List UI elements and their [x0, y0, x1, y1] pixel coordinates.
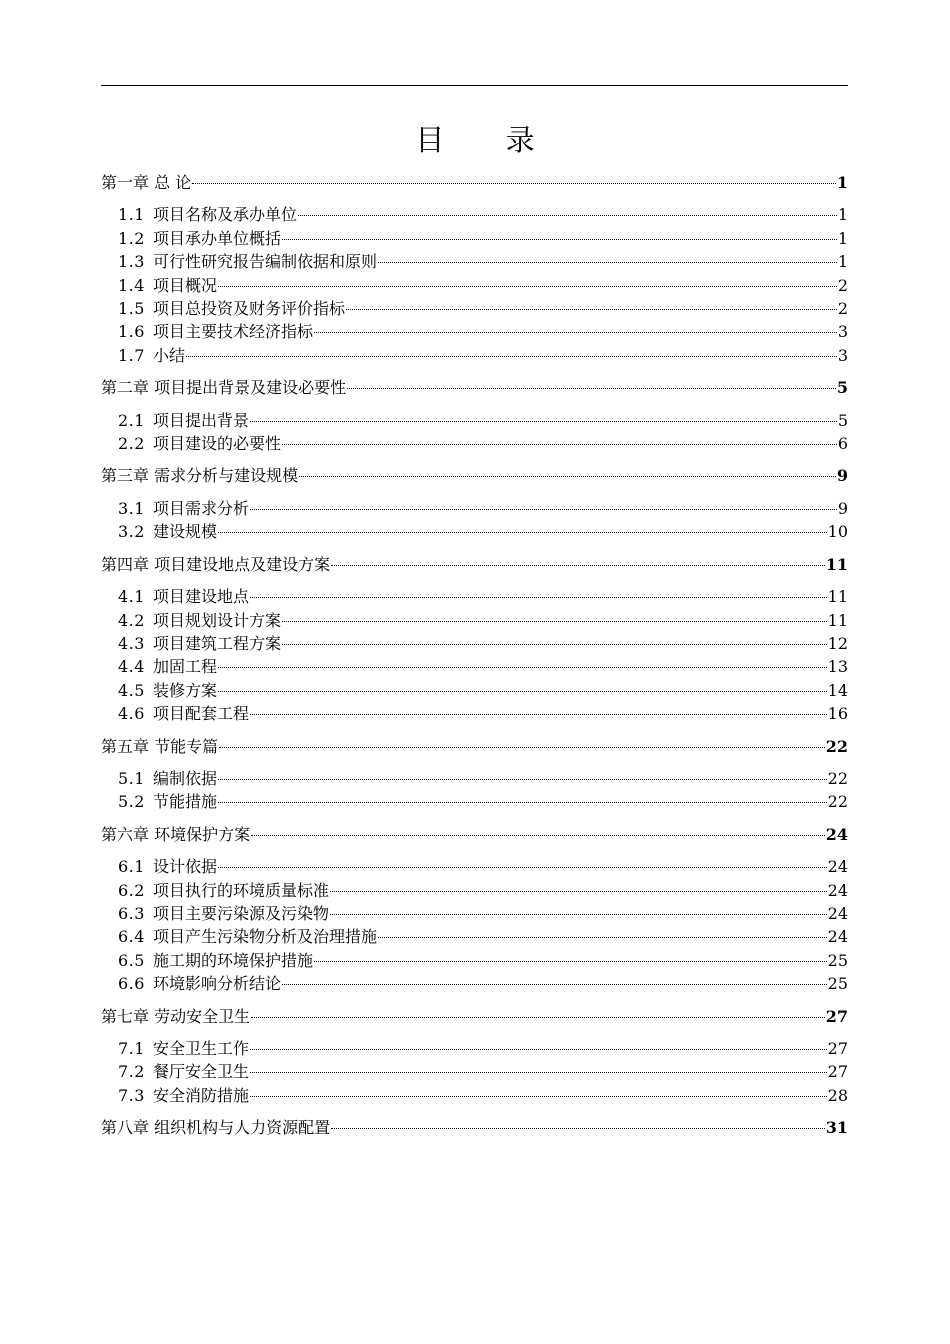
toc-section-number: 4.1	[118, 587, 145, 607]
toc-section-entry[interactable]	[101, 409, 848, 432]
toc-page-number: 3	[837, 322, 848, 342]
toc-page-number: 22	[825, 736, 848, 756]
toc-page-number: 5	[837, 410, 848, 430]
toc-section-entry[interactable]	[101, 432, 848, 455]
toc-page-number: 2	[837, 299, 848, 319]
toc-section-number: 6.5	[118, 950, 145, 970]
table-of-contents	[101, 171, 848, 1149]
toc-dot-leader	[192, 183, 836, 184]
toc-section-label: 项目总投资及财务评价指标	[152, 299, 345, 319]
toc-page-number: 24	[827, 880, 848, 900]
toc-dot-leader	[218, 867, 827, 868]
toc-dot-leader	[298, 215, 837, 216]
toc-dot-leader	[346, 309, 837, 310]
toc-dot-leader	[282, 444, 837, 445]
toc-page-number: 13	[827, 657, 848, 677]
toc-chapter-entry[interactable]	[101, 735, 848, 758]
toc-section-number: 6.4	[118, 927, 145, 947]
toc-section-number: 6.6	[118, 974, 145, 994]
toc-page-number: 11	[827, 587, 848, 607]
toc-page-number: 27	[825, 1006, 848, 1026]
toc-section-entry[interactable]	[101, 520, 848, 543]
toc-chapter-entry[interactable]	[101, 553, 848, 576]
toc-section-entry[interactable]	[101, 1060, 848, 1083]
toc-page-number: 24	[825, 824, 848, 844]
toc-section-label: 项目承办单位概括	[152, 228, 281, 248]
toc-section-entry[interactable]	[101, 972, 848, 995]
toc-page-number: 2	[837, 275, 848, 295]
toc-section-label: 项目执行的环境质量标准	[152, 880, 329, 900]
toc-dot-leader	[331, 565, 825, 566]
toc-section-label: 项目建设地点	[152, 587, 249, 607]
toc-section-label: 小结	[152, 345, 185, 365]
toc-dot-leader	[218, 532, 827, 533]
toc-section-number: 4.3	[118, 633, 145, 653]
toc-dot-leader	[250, 1049, 827, 1050]
toc-page-number: 14	[827, 680, 848, 700]
toc-chapter-label: 第六章 环境保护方案	[101, 824, 251, 844]
toc-dot-leader	[251, 835, 825, 836]
toc-section-entry[interactable]	[101, 767, 848, 790]
toc-section-entry[interactable]	[101, 655, 848, 678]
toc-section-entry[interactable]	[101, 879, 848, 902]
toc-page-number: 31	[825, 1118, 848, 1138]
toc-section-entry[interactable]	[101, 949, 848, 972]
toc-page-number: 24	[827, 927, 848, 947]
toc-page-number: 1	[837, 228, 848, 248]
toc-dot-leader	[250, 1072, 827, 1073]
toc-section-number: 1.3	[118, 252, 145, 272]
toc-section-number: 1.1	[118, 205, 145, 225]
toc-section-label: 项目概况	[152, 275, 217, 295]
toc-section-entry[interactable]	[101, 250, 848, 273]
toc-page-number: 9	[837, 498, 848, 518]
toc-dot-leader	[250, 597, 827, 598]
toc-dot-leader	[282, 984, 827, 985]
toc-section-label: 项目建设的必要性	[152, 434, 281, 454]
toc-chapter-entry[interactable]	[101, 464, 848, 487]
toc-section-label: 设计依据	[152, 857, 217, 877]
toc-dot-leader	[282, 644, 827, 645]
toc-title: 目 录	[415, 123, 561, 157]
toc-section-number: 1.4	[118, 275, 145, 295]
toc-section-label: 项目需求分析	[152, 498, 249, 518]
toc-chapter-label: 第七章 劳动安全卫生	[101, 1006, 251, 1026]
toc-page-number: 9	[836, 466, 848, 486]
toc-page-number: 25	[827, 974, 848, 994]
toc-section-number: 4.2	[118, 610, 145, 630]
toc-page-number: 27	[827, 1039, 848, 1058]
toc-section-entry[interactable]	[101, 203, 848, 226]
toc-section-label: 项目建筑工程方案	[152, 633, 281, 653]
toc-chapter-entry[interactable]	[101, 171, 848, 194]
toc-section-number: 2.1	[118, 410, 145, 430]
toc-section-entry[interactable]	[101, 297, 848, 320]
toc-page-number: 10	[827, 522, 848, 542]
toc-section-label: 施工期的环境保护措施	[152, 950, 313, 970]
toc-page-number: 25	[827, 950, 848, 970]
toc-dot-leader	[331, 1128, 825, 1129]
toc-page-number: 1	[837, 252, 848, 272]
toc-dot-leader	[282, 621, 827, 622]
toc-section-number: 2.2	[118, 434, 145, 454]
toc-page-number: 11	[825, 554, 848, 574]
toc-section-entry[interactable]	[101, 1037, 848, 1060]
toc-dot-leader	[378, 262, 837, 263]
toc-section-label: 项目主要污染源及污染物	[152, 903, 329, 923]
toc-chapter-label: 第八章 组织机构与人力资源配置	[101, 1118, 331, 1138]
toc-dot-leader	[250, 421, 837, 422]
toc-page-number: 1	[837, 205, 848, 225]
toc-section-label: 节能措施	[152, 792, 217, 812]
toc-dot-leader	[250, 714, 827, 715]
toc-section-label: 餐厅安全卫生	[152, 1062, 249, 1082]
toc-dot-leader	[347, 388, 836, 389]
toc-section-entry[interactable]	[101, 702, 848, 725]
toc-section-number: 7.3	[118, 1085, 145, 1105]
header-rule	[101, 85, 848, 86]
toc-dot-leader	[251, 1017, 825, 1018]
toc-section-label: 加固工程	[152, 657, 217, 677]
toc-section-number: 6.3	[118, 903, 145, 923]
toc-page-number: 16	[827, 704, 848, 724]
toc-section-label: 装修方案	[152, 680, 217, 700]
toc-dot-leader	[250, 509, 837, 510]
toc-section-number: 1.6	[118, 322, 145, 342]
toc-section-label: 项目规划设计方案	[152, 610, 281, 630]
toc-dot-leader	[218, 286, 837, 287]
toc-page-number: 3	[837, 345, 848, 365]
toc-section-number: 3.2	[118, 522, 145, 542]
toc-section-number: 1.2	[118, 228, 145, 248]
toc-dot-leader	[330, 891, 827, 892]
toc-chapter-label: 第二章 项目提出背景及建设必要性	[101, 378, 347, 398]
toc-section-entry[interactable]	[101, 344, 848, 367]
toc-page-number: 28	[827, 1085, 848, 1105]
toc-section-label: 项目配套工程	[152, 704, 249, 724]
toc-section-label: 可行性研究报告编制依据和原则	[152, 252, 377, 272]
toc-chapter-entry[interactable]	[101, 1116, 848, 1139]
toc-section-entry[interactable]	[101, 320, 848, 343]
toc-dot-leader	[219, 747, 825, 748]
toc-section-number: 5.1	[118, 768, 145, 788]
toc-section-label: 项目主要技术经济指标	[152, 322, 313, 342]
toc-section-entry[interactable]	[101, 855, 848, 878]
toc-page-number: 24	[827, 857, 848, 877]
toc-dot-leader	[378, 937, 827, 938]
toc-dot-leader	[250, 1096, 827, 1097]
toc-section-number: 4.4	[118, 657, 145, 677]
toc-chapter-entry[interactable]	[101, 823, 848, 846]
toc-page-number: 22	[827, 768, 848, 788]
toc-section-number: 4.5	[118, 680, 145, 700]
toc-chapter-label: 第一章 总 论	[101, 173, 192, 192]
toc-section-number: 3.1	[118, 498, 145, 518]
toc-chapter-entry[interactable]	[101, 1005, 848, 1028]
toc-section-entry[interactable]	[101, 609, 848, 632]
toc-section-label: 项目提出背景	[152, 410, 249, 430]
toc-chapter-label: 第五章 节能专篇	[101, 736, 219, 756]
toc-section-number: 5.2	[118, 792, 145, 812]
toc-section-number: 7.2	[118, 1062, 145, 1082]
toc-section-label: 建设规模	[152, 522, 217, 542]
toc-section-entry[interactable]	[101, 902, 848, 925]
toc-page-number: 11	[827, 610, 848, 630]
toc-section-number: 4.6	[118, 704, 145, 724]
toc-section-label: 安全消防措施	[152, 1085, 249, 1105]
toc-dot-leader	[299, 476, 836, 477]
toc-dot-leader	[314, 961, 827, 962]
toc-section-entry[interactable]	[101, 1084, 848, 1107]
toc-section-entry[interactable]	[101, 790, 848, 813]
toc-section-number: 1.5	[118, 299, 145, 319]
toc-dot-leader	[314, 332, 837, 333]
toc-dot-leader	[218, 802, 827, 803]
toc-page-number: 12	[827, 633, 848, 653]
toc-section-number: 1.7	[118, 345, 145, 365]
toc-section-label: 安全卫生工作	[152, 1039, 249, 1058]
toc-page-number: 24	[827, 903, 848, 923]
toc-section-entry[interactable]	[101, 679, 848, 702]
toc-dot-leader	[218, 691, 827, 692]
toc-section-label: 项目名称及承办单位	[152, 205, 297, 225]
toc-section-entry[interactable]	[101, 227, 848, 250]
toc-page-number: 6	[837, 434, 848, 454]
toc-section-label: 项目产生污染物分析及治理措施	[152, 927, 377, 947]
toc-section-entry[interactable]	[101, 632, 848, 655]
toc-page-number: 22	[827, 792, 848, 812]
toc-chapter-entry[interactable]	[101, 376, 848, 399]
toc-page-number: 27	[827, 1062, 848, 1082]
toc-page-number: 5	[836, 378, 848, 398]
toc-section-entry[interactable]	[101, 925, 848, 948]
toc-dot-leader	[330, 914, 827, 915]
toc-section-label: 环境影响分析结论	[152, 974, 281, 994]
toc-section-number: 6.1	[118, 857, 145, 877]
toc-section-entry[interactable]	[101, 497, 848, 520]
toc-section-label: 编制依据	[152, 768, 217, 788]
toc-page-number: 1	[836, 173, 848, 192]
toc-chapter-label: 第四章 项目建设地点及建设方案	[101, 554, 331, 574]
toc-section-number: 7.1	[118, 1039, 145, 1058]
toc-dot-leader	[282, 239, 837, 240]
toc-section-number: 6.2	[118, 880, 145, 900]
toc-dot-leader	[218, 667, 827, 668]
toc-dot-leader	[186, 356, 837, 357]
toc-section-entry[interactable]	[101, 585, 848, 608]
toc-section-entry[interactable]	[101, 274, 848, 297]
toc-dot-leader	[218, 779, 827, 780]
toc-chapter-label: 第三章 需求分析与建设规模	[101, 466, 299, 486]
